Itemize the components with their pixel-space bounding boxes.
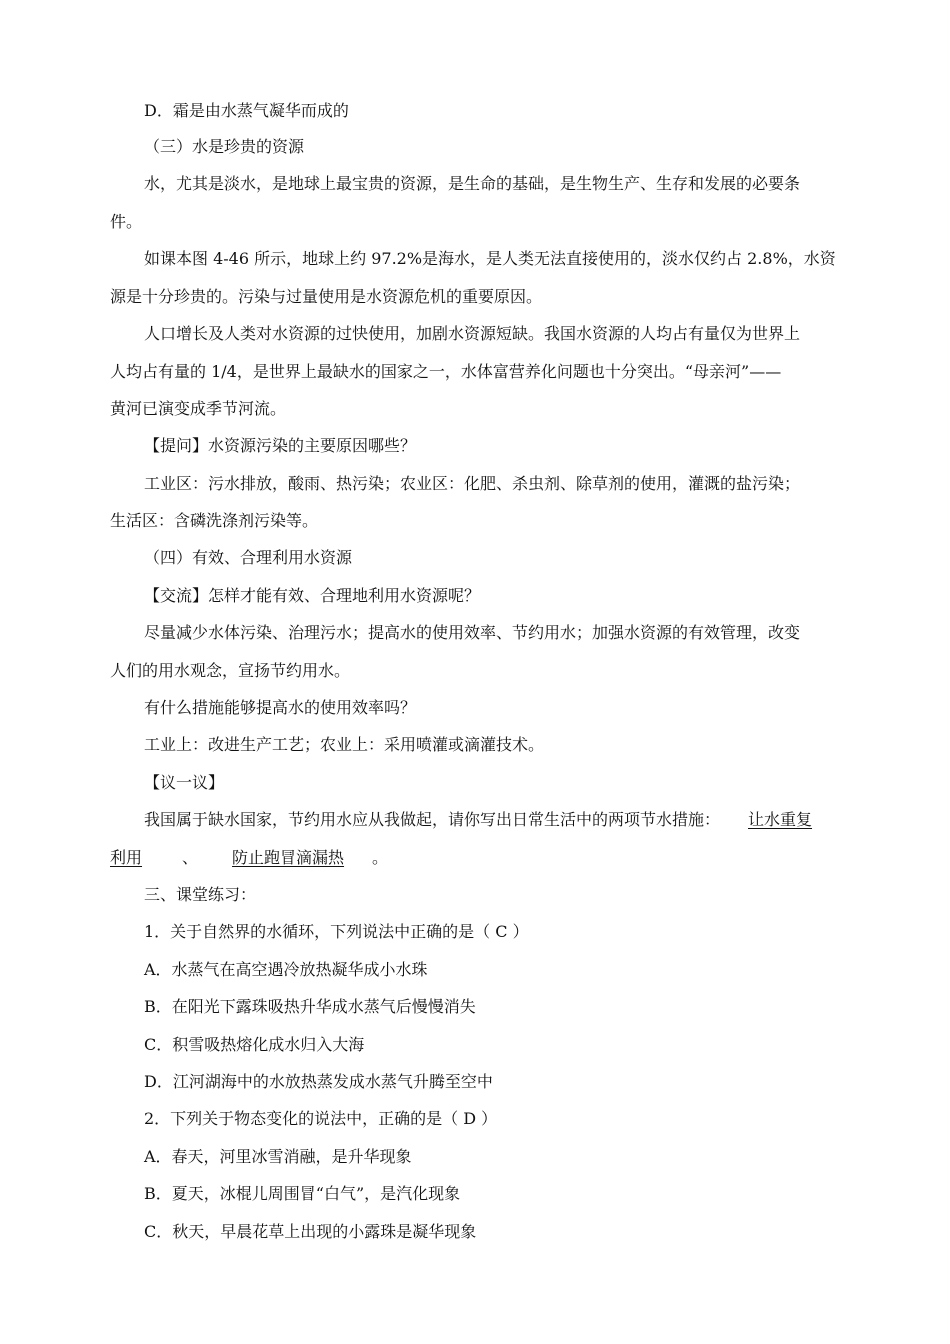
section-heading: （四）有效、合理利用水资源 <box>144 548 353 567</box>
fill-in-line <box>110 847 388 869</box>
exercise-option: A．春天，河里冰雪消融，是升华现象 <box>144 1147 412 1166</box>
paragraph-line: 工业上：改进生产工艺；农业上：采用喷灌或滴灌技术。 <box>144 735 545 754</box>
fill-in-line <box>144 809 812 831</box>
answer-blank-1-cont <box>110 848 174 867</box>
paragraph-line: 生活区：含磷洗涤剂污染等。 <box>110 511 319 530</box>
exercise-option: C．积雪吸热熔化成水归入大海 <box>144 1035 365 1054</box>
discussion-heading: 【议一议】 <box>144 773 225 792</box>
paragraph-line: 如课本图 4-46 所示，地球上约 97.2%是海水，是人类无法直接使用的，淡水仅约占 2.8%，水资 <box>144 249 836 268</box>
section-heading: （三）水是珍贵的资源 <box>144 137 305 156</box>
paragraph-line: 工业区：污水排放，酸雨、热污染；农业区：化肥、杀虫剂、除草剂的使用，灌溉的盐污染； <box>144 474 801 493</box>
exercise-option: B．在阳光下露珠吸热升华成水蒸气后慢慢消失 <box>144 997 476 1016</box>
fill-in-prompt: 我国属于缺水国家，节约用水应从我做起，请你写出日常生活中的两项节水措施： <box>144 810 721 829</box>
paragraph-line: 人均占有量的 1/4，是世界上最缺水的国家之一，水体富营养化问题也十分突出。“母亲河”—— <box>110 362 782 381</box>
paragraph-line: 人口增长及人类对水资源的过快使用，加剧水资源短缺。我国水资源的人均占有量仅为世界上 <box>144 324 801 343</box>
answer-text: 防止跑冒滴漏热 <box>232 848 345 867</box>
exercise-option: C．秋天，早晨花草上出现的小露珠是凝华现象 <box>144 1222 477 1241</box>
paragraph-line: 尽量减少水体污染、治理污水；提高水的使用效率、节约用水；加强水资源的有效管理，改变 <box>144 623 801 642</box>
paragraph-line: 有什么措施能够提高水的使用效率吗？ <box>144 698 417 717</box>
answer-blank-2 <box>206 848 372 867</box>
exercise-option: D．江河湖海中的水放热蒸发成水蒸气升腾至空中 <box>144 1072 493 1091</box>
exercise-option: B．夏天，冰棍儿周围冒“白气”，是汽化现象 <box>144 1184 461 1203</box>
paragraph-line: 件。 <box>110 212 143 231</box>
text-line: D．霜是由水蒸气凝华而成的 <box>144 101 349 120</box>
question-line: 【交流】怎样才能有效、合理地利用水资源呢？ <box>144 586 481 605</box>
paragraph-line: 源是十分珍贵的。污染与过量使用是水资源危机的重要原因。 <box>110 287 543 306</box>
paragraph-line: 人们的用水观念，宣扬节约用水。 <box>110 661 351 680</box>
exercise-question: 2．下列关于物态变化的说法中，正确的是（ D ） <box>144 1109 498 1128</box>
section-heading: 三、课堂练习： <box>144 885 257 904</box>
paragraph-line: 水，尤其是淡水，是地球上最宝贵的资源，是生命的基础，是生物生产、生存和发展的必要条 <box>144 174 801 193</box>
separator: 、 <box>182 848 199 867</box>
answer-blank-1 <box>720 810 812 829</box>
answer-text: 让水重复 <box>748 810 813 829</box>
paragraph-line: 黄河已演变成季节河流。 <box>110 399 287 418</box>
answer-text: 利用 <box>110 848 143 867</box>
exercise-question: 1．关于自然界的水循环，下列说法中正确的是（ C ） <box>144 922 529 941</box>
exercise-option: A．水蒸气在高空遇冷放热凝华成小水珠 <box>144 960 428 979</box>
sentence-end: 。 <box>372 848 389 867</box>
question-line: 【提问】水资源污染的主要原因哪些？ <box>144 436 417 455</box>
